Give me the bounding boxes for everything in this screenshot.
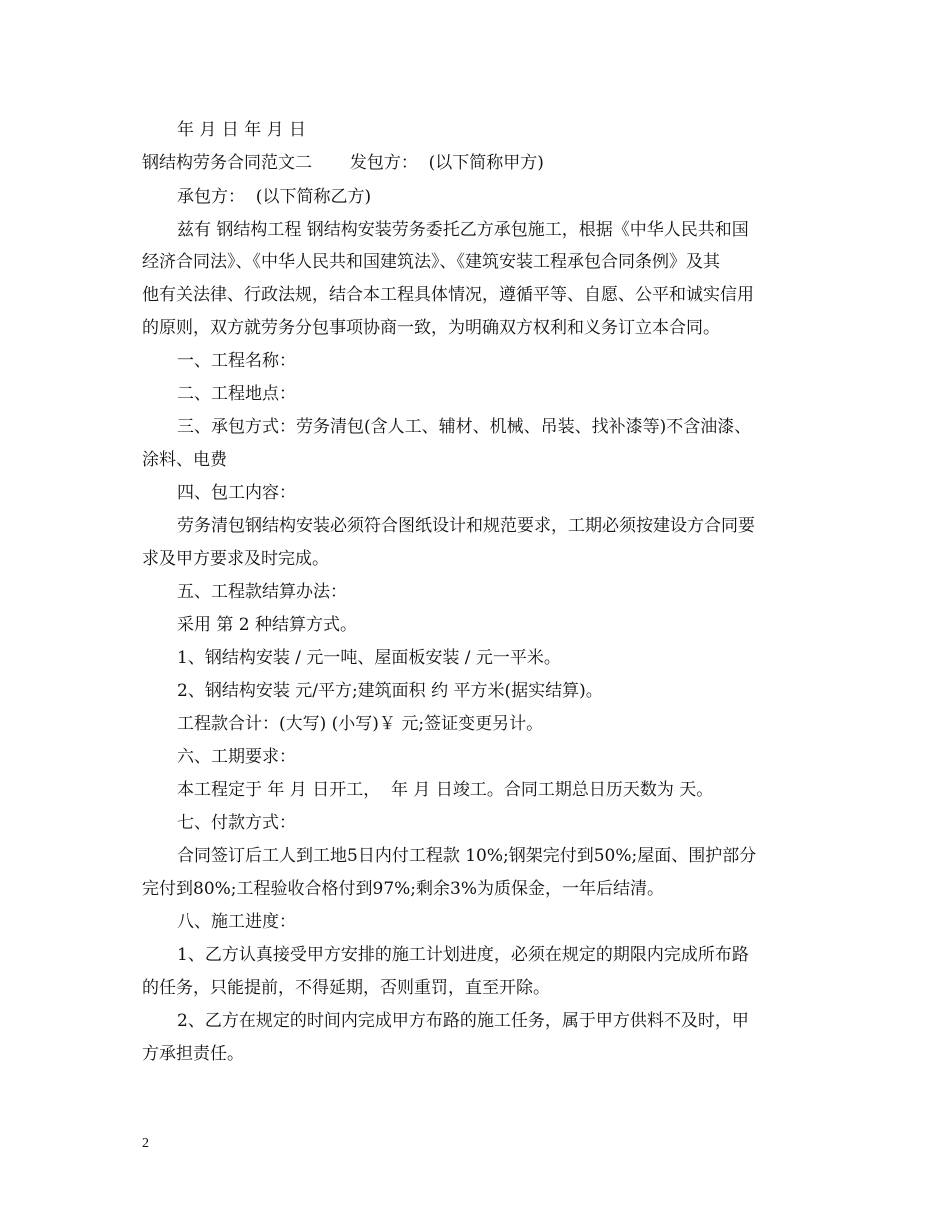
paragraph-line: 合同签订后工人到工地5日内付工程款 10%;钢架完付到50%;屋面、围护部分 [177,846,757,866]
paragraph-line: 他有关法律、行政法规，结合本工程具体情况，遵循平等、自愿、公平和诚实信用 [142,285,754,305]
paragraph-line: 经济合同法》、《中华人民共和国建筑法》、《建筑安装工程承包合同条例》及其 [142,252,720,272]
title-line: 钢结构劳务合同范文二 发包方： (以下简称甲方) [142,153,544,173]
section-heading: 六、工期要求： [177,747,296,767]
section-heading: 八、施工进度： [177,912,296,932]
paragraph-line: 的任务，只能提前，不得延期，否则重罚，直至开除。 [142,978,550,998]
contractor-line: 承包方： (以下简称乙方) [177,187,372,207]
paragraph-line: 采用 第 2 种结算方式。 [177,615,358,635]
paragraph-line: 涂料、电费 [142,450,227,470]
paragraph-line: 求及甲方要求及时完成。 [142,549,329,569]
paragraph-line: 方承担责任。 [142,1044,244,1064]
section-heading: 三、承包方式：劳务清包(含人工、辅材、机械、吊装、找补漆等)不含油漆、 [177,417,752,437]
paragraph-line: 完付到80%;工程验收合格付到97%;剩余3%为质保金，一年后结清。 [142,879,664,899]
section-heading: 五、工程款结算办法： [177,582,347,602]
page-number: 2 [142,1136,149,1151]
section-heading: 一、工程名称： [177,351,296,371]
section-heading: 二、工程地点： [177,384,296,404]
paragraph-line: 1、乙方认真接受甲方安排的施工计划进度，必须在规定的期限内完成所布路 [177,945,749,965]
paragraph-line: 劳务清包钢结构安装必须符合图纸设计和规范要求，工期必须按建设方合同要 [177,516,755,536]
section-heading: 七、付款方式： [177,813,296,833]
paragraph-line: 2、钢结构安装 元/平方;建筑面积 约 平方米(据实结算)。 [177,681,603,701]
paragraph-line: 1、钢结构安装 / 元一吨、屋面板安装 / 元一平米。 [177,648,561,668]
paragraph-line: 本工程定于 年 月 日开工， 年 月 日竣工。合同工期总日历天数为 天。 [177,780,714,800]
paragraph-line: 的原则，双方就劳务分包事项协商一致，为明确双方权利和义务订立本合同。 [142,318,720,338]
paragraph-line: 2、乙方在规定的时间内完成甲方布路的施工任务，属于甲方供料不及时，甲 [177,1011,749,1031]
paragraph-line: 工程款合计：(大写) (小写)￥ 元;签证变更另计。 [177,714,544,734]
date-line: 年 月 日 年 月 日 [177,120,307,140]
section-heading: 四、包工内容： [177,483,296,503]
paragraph-line: 兹有 钢结构工程 钢结构安装劳务委托乙方承包施工，根据《中华人民共和国 [177,220,749,240]
